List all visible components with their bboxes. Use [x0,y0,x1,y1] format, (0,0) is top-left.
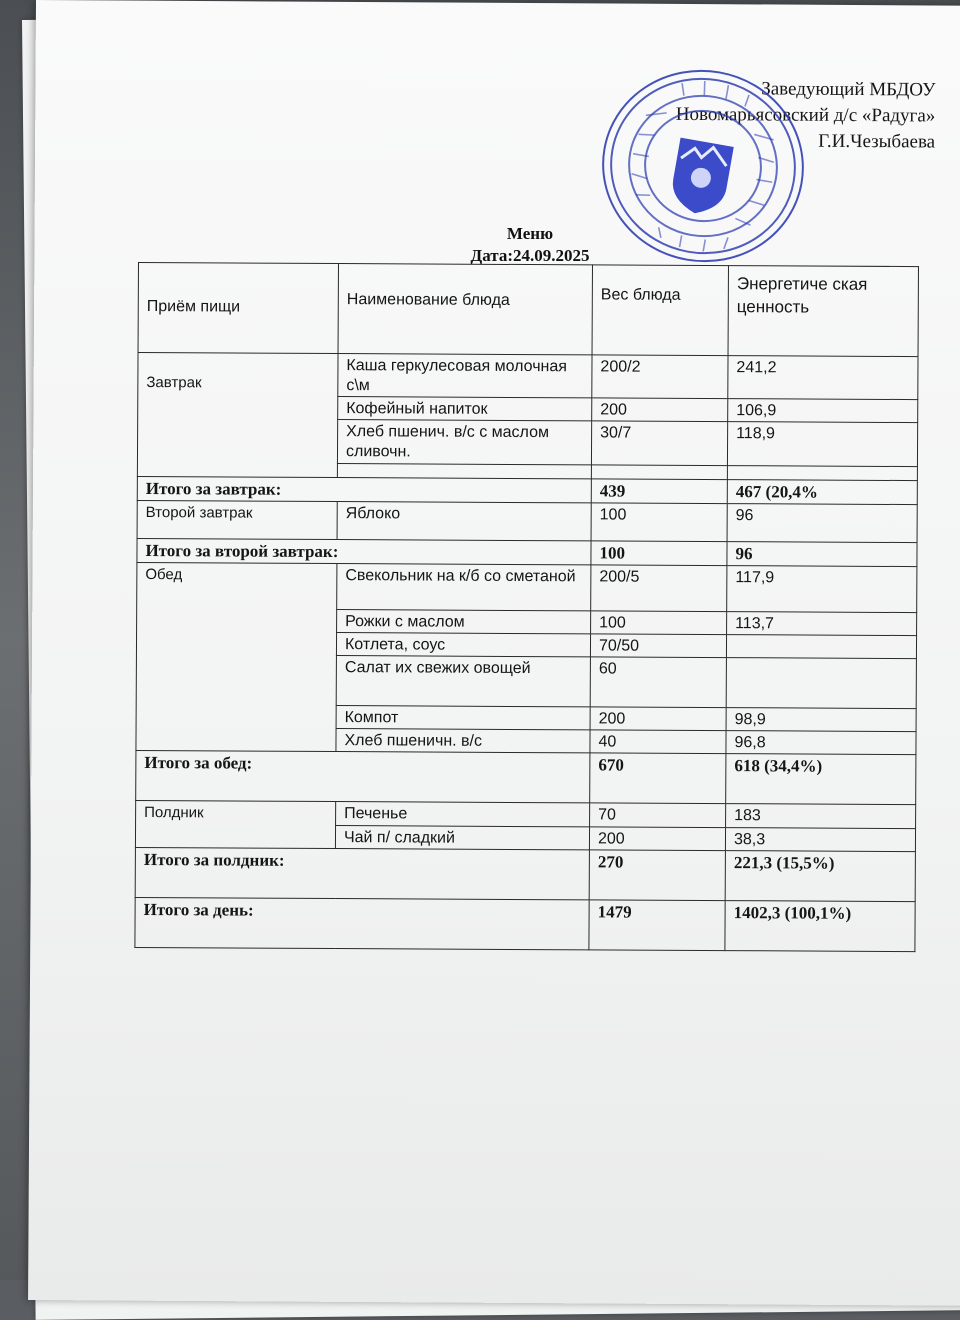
meal-lunch: Обед [136,562,337,752]
total-label: Итого за обед: [136,751,590,804]
dish-energy: 98,9 [726,708,916,732]
dish-name: Котлета, соус [336,633,590,657]
dish-weight: 200 [589,826,725,850]
total-energy: 221,3 (15,5%) [725,850,915,901]
approval-position: Заведующий МБДОУ [761,78,936,101]
meal-snack: Полдник [135,801,335,848]
dish-name: Хлеб пшеничн. в/с [336,729,590,753]
approval-name: Г.И.Чезыбаева [818,130,936,153]
dish-weight: 70/50 [590,634,726,658]
total-weight: 270 [589,849,725,900]
dish-weight: 100 [591,503,727,542]
header-energy: Энергетиче ская ценность [728,266,918,357]
total-label: Итого за день: [135,897,589,950]
total-row-lunch [136,751,916,805]
dish-energy: 96 [727,503,917,542]
table-row [138,353,918,400]
total-energy: 618 (34,4%) [726,754,916,805]
dish-name: Компот [336,706,590,730]
document-title-block [330,223,730,267]
total-label: Итого за полдник: [135,847,589,900]
total-label: Итого за завтрак: [137,476,591,502]
total-weight: 439 [591,478,727,503]
dish-name: Печенье [336,802,590,826]
dish-name: Чай п/ сладкий [335,825,589,849]
dish-weight: 40 [590,730,726,754]
header-meal: Приём пищи [138,263,338,354]
dish-energy [726,658,916,709]
dish-energy: 241,2 [728,356,918,400]
table-row [137,500,917,542]
dish-name: Свекольник на к/б со сметаной [337,563,591,610]
table-row [136,801,916,828]
menu-table [134,262,919,952]
approval-institution: Новомарьясовский д/с «Радуга» [675,103,936,127]
total-energy: 96 [727,541,917,566]
header-dish: Наименование блюда [338,264,592,356]
dish-name: Рожки с маслом [337,609,591,633]
dish-weight: 200/2 [592,355,728,399]
total-weight: 100 [591,541,727,566]
total-weight: 670 [590,753,726,804]
document-title: Меню [506,224,554,243]
table-header-row [138,263,918,357]
header-weight: Вес блюда [592,265,728,356]
total-weight: 1479 [589,900,725,951]
dish-weight: 60 [590,657,726,708]
total-row-day [135,897,915,951]
dish-weight: 200 [590,707,726,731]
table-row [137,562,917,612]
dish-energy-empty [727,465,917,480]
dish-weight: 70 [590,803,726,827]
meal-breakfast: Завтрак [137,353,338,477]
dish-weight: 200/5 [591,565,727,612]
dish-name: Яблоко [337,501,591,540]
dish-name: Салат их свежих овощей [336,656,590,707]
dish-energy [726,635,916,659]
dish-weight-empty [591,464,727,479]
dish-energy: 113,7 [727,612,917,636]
dish-energy: 117,9 [727,565,917,612]
total-label: Итого за второй завтрак: [137,538,591,564]
dish-energy: 183 [726,804,916,828]
dish-energy: 38,3 [725,827,915,851]
dish-name-empty [337,463,591,478]
dish-energy: 118,9 [727,422,917,466]
dish-name: Каша геркулесовая молочная с\м [338,354,592,398]
total-energy: 1402,3 (100,1%) [725,900,915,951]
dish-weight: 30/7 [591,421,727,465]
dish-energy: 106,9 [728,399,918,423]
meal-second-breakfast: Второй завтрак [137,500,337,539]
total-energy: 467 (20,4% [727,479,917,504]
dish-energy: 96,8 [726,731,916,755]
dish-weight: 200 [592,398,728,422]
dish-weight: 100 [591,611,727,635]
total-row-snack [135,847,915,901]
menu-date: Дата:24.09.2025 [470,246,590,265]
dish-name: Кофейный напиток [338,397,592,421]
dish-name: Хлеб пшенич. в/с с маслом сливочн. [337,420,591,464]
